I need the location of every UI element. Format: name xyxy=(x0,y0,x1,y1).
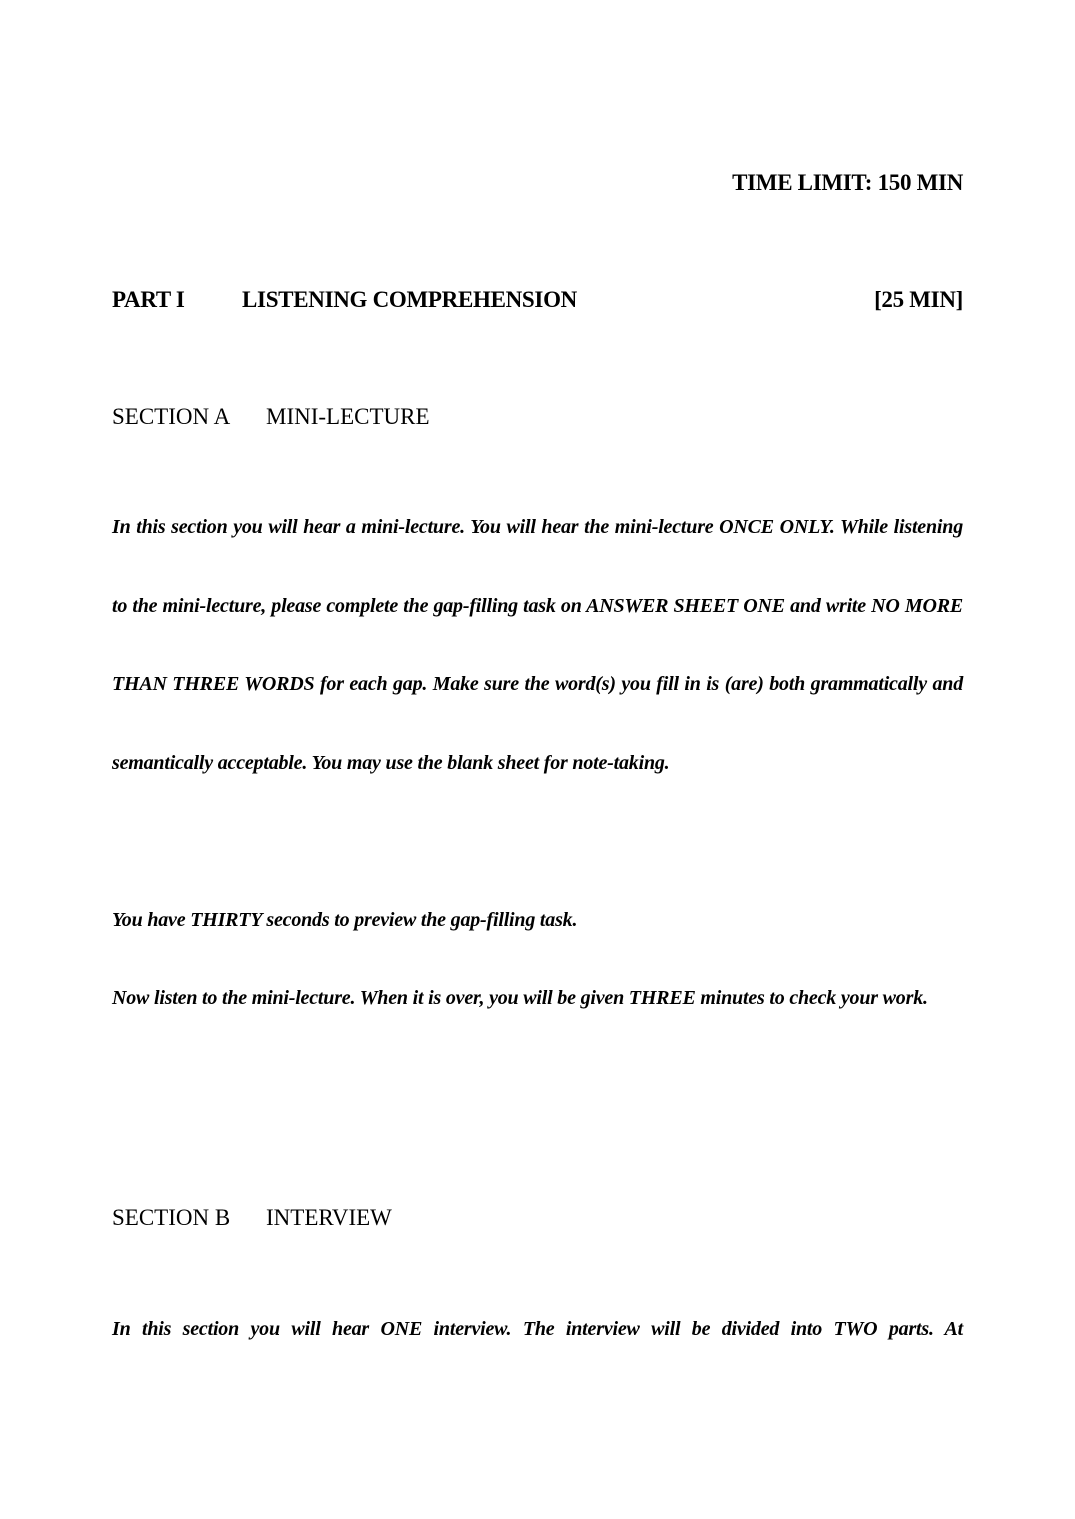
part-number: PART I xyxy=(112,287,185,312)
section-b-label: SECTION B xyxy=(112,1205,231,1230)
section-a-instructions: In this section you will hear a mini-lecture. You will hear the mini-lecture ONCE ONLY. While listening to the mini-lecture, please complete the gap-filling task on ANSWER SHEET ONE and write NO MORE THAN THREE WORDS for each gap. Make sure the word(s) you fill in is (are) both grammatically and semantically acceptable. You may use the blank sheet for note-taking. xyxy=(112,516,963,774)
part-time: [25 MIN] xyxy=(874,287,963,312)
time-limit: TIME LIMIT: 150 MIN xyxy=(732,170,963,195)
part-title: LISTENING COMPREHENSION xyxy=(242,287,577,312)
section-a-listen-note: Now listen to the mini-lecture. When it is over, you will be given THREE minutes to check your work. xyxy=(112,987,928,1009)
section-a-heading xyxy=(112,404,430,430)
section-b-heading xyxy=(112,1205,392,1231)
section-b-title: INTERVIEW xyxy=(266,1205,392,1230)
section-a-label: SECTION A xyxy=(112,404,231,429)
section-b-instructions: In this section you will hear ONE interview. The interview will be divided into TWO parts. At xyxy=(112,1318,963,1340)
section-a-preview-note: You have THIRTY seconds to preview the gap-filling task. xyxy=(112,909,578,931)
section-a-title: MINI-LECTURE xyxy=(266,404,430,429)
